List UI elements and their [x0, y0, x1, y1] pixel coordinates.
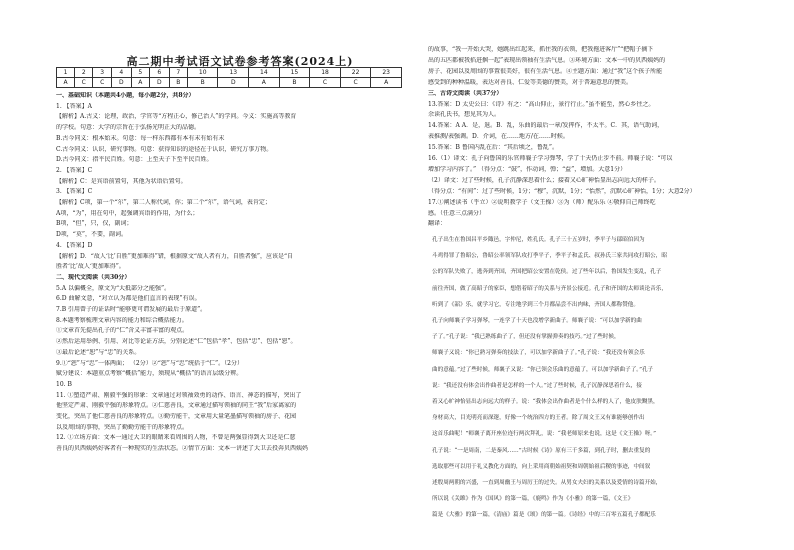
key-answer: A: [131, 78, 149, 88]
left-lines-text: 4. 【答案】D: [56, 241, 93, 249]
key-number: 6: [149, 68, 169, 78]
hand-lines-text: 着又心旷神怡显出志向远大的样子。说：“我体会出作曲者是个什么样的人了，他皮肤黝黑，: [432, 399, 659, 405]
left-lines-text: 变化，突出了他仁慈善良的形象特点。③勤劳能干，文章用大量笔墨描写领袖的房子、花园: [56, 413, 297, 420]
hand-lines-text: 斗鸡得罪了鲁昭公，鲁昭公率领军队攻打季平子，季平子和孟氏、叔孙氏三家共同攻打昭公，昭: [432, 253, 667, 260]
right-lines-text: 16.（1）译文：孔子向鲁国的乐官师襄子学习弹琴，学了十天仍止步不前。师襄子说：“可以: [428, 155, 673, 162]
left-lines-text: 【解析】C项，第一个“尔”，第二人称代词，你；第二个“尔”，语气词，表肯定；: [56, 199, 271, 206]
left-lines-text: 8.本题考察梳理文章内容的能力和综合概括能力。: [56, 316, 188, 324]
right-lines-text: （得分点：“有间”：过了些时候，1分；“穆”，沉默，1分；“怡然”，沉默心旷神怡，1分；大意2分）: [428, 187, 696, 195]
left-lines-text: 善良的贝西姨妈好客者有一种现实的生活状态。②情节方面：文本一讲述了大卫去投奔贝西姨妈: [56, 445, 309, 453]
key-number: 5: [131, 68, 149, 78]
answer-key-answers-row: [57, 78, 402, 88]
left-lines-text: A项，“为”，用在句中，起强调宾语的作用，为什么；: [56, 209, 199, 217]
left-lines-text: 10. B: [56, 380, 72, 388]
left-lines-text: 【解析】D．“故人‘比’自胜”更加难得”错，根据原文“故人者有力，自胜者强”，应该是“自: [56, 252, 294, 260]
answer-key-numbers-row: [57, 68, 402, 78]
right-lines-text: 房子、花园以及周围的事置很美好，很有生活气息。④主题方面：通过“我”这个孩子所能: [428, 67, 663, 75]
hand-lines-text: 说：“我还没有体会出作曲者是怎样的一个人。”过了些时候，孔子沉静深思着什么，接: [432, 382, 642, 389]
key-number: 15: [279, 68, 310, 78]
left-lines-text: 胜者‘比’故人‘更加难得”。: [56, 263, 125, 271]
key-answer: D: [111, 78, 131, 88]
key-number: 2: [75, 68, 93, 78]
left-lines-text: 5.A 以偏概全，原文为“大抵部分之能强”。: [56, 284, 171, 292]
right-lines-text: 出的五匹都被我掐进掴一起”表现出领袖有生活气息。③环境方面：文本一中的贝西姨妈的: [428, 56, 666, 64]
right-lines-text: 增加学习内容了。” （得分点：“鼓”，作动词，弹；“益”，增加。大意1分）: [428, 165, 627, 173]
left-lines-text: 的学校。句意：大学的宗旨在于弘扬光明正大的品德。: [56, 124, 201, 132]
hand-lines-text: 子了。”孔子说：“我已熟练曲子了，但还没有掌握弹奏的技巧。”过了些时候，: [432, 334, 620, 341]
right-lines-text: 翻译：: [428, 220, 447, 228]
hand-lines-text: 述殷周两朝的兴盛，一直到周幽王与周厉王的过失。从男女夫妇的关系以及爱情的诗篇开始，: [432, 480, 662, 486]
right-lines-text: 感受到的种种温暖，表达对善良、仁爱等美德的赞美，对于普遍意思的赞美。: [428, 78, 633, 86]
hand-lines-text: 选取那些可以用于礼义教化方面的，向上采用商朝始祖契和周朝始祖后稷的事迹，中间叙: [432, 463, 651, 470]
hand-lines-text: 身材高大，目光明亮而深邃，好像一个统治四方的王者。除了周文王又有谁能够创作出: [432, 415, 645, 422]
key-number: 13: [218, 68, 249, 78]
key-answer: D: [149, 78, 169, 88]
left-lines-text: 一、基础知识（本题共4小题，每小题2分，共8分）: [56, 92, 195, 99]
key-number: 4: [111, 68, 131, 78]
left-lines-text: 赋分建议：本题重点考察“概括”能力，须现从“概括”的语言层级分辨。: [56, 370, 243, 378]
key-answer: A: [57, 78, 75, 88]
right-lines-text: 表推测/表强调。D．介词，在……地方/在……时候。: [428, 133, 569, 141]
page-title: 高二期中考试语文试卷参考答案(2024上): [126, 55, 354, 68]
left-lines-text: D项，“莫”，不要，副词。: [56, 231, 127, 239]
key-answer: B: [169, 78, 187, 88]
key-number: 3: [93, 68, 111, 78]
right-lines-text: 余读孔氏书，想见其为人。: [428, 111, 501, 119]
hand-lines-text: 前往齐国，做了高昭子的家臣，想借着昭子的关系与齐景公接近。孔子和齐国的太师谈论音乐，: [432, 285, 667, 292]
right-lines-text: 14.答案：A A．是，退。B．乱，乐曲的最后一章/发挥作，不太平。C．其，语气助词，: [428, 122, 664, 130]
right-lines-text: 15.答案：B 鲁国内乱在后：“其后顷之，鲁乱”。: [428, 144, 558, 152]
key-answer: C: [93, 78, 111, 88]
hand-lines-text: 听到了《韶》乐，就学习它，专注地学到三个月都品尝不出肉味，齐国人都称赞他。: [432, 301, 639, 308]
key-answer: A: [371, 78, 402, 88]
left-lines-text: 12. ①立场方面：文本一通过大卫的眼睛来看周围的人物，不曾是两强显得到大卫还是仁慈: [56, 434, 296, 442]
key-answer: D: [218, 78, 249, 88]
key-number: 23: [371, 68, 402, 78]
left-lines-text: 【解析】A.古义：论理，政治，学官等“方程正心，修己治人”的学问。今义：实施高等教育: [56, 113, 297, 121]
hand-lines-text: 曲的意蕴。”过了些时候，师襄子又说：“你已领会乐曲的意蕴了，可以加学新曲子了。”孔子: [432, 366, 654, 373]
left-lines-text: 以及周围的事物，突出了勤勤劳能干的形象特点。: [56, 423, 189, 431]
key-number: 10: [187, 68, 218, 78]
key-number: 7: [169, 68, 187, 78]
key-answer: C: [340, 78, 371, 88]
left-lines-text: 7.B 引用曾子的证话时“能够更可谓发展的最后于原道”。: [56, 306, 207, 313]
left-lines-text: 9.①“恕”与“忠”一体两面； （2分）②“恕”与“忠”统括于“仁”。（2分）: [56, 359, 243, 367]
left-lines-text: 2. 【答案】C: [56, 166, 93, 174]
right-lines-text: （2）译文：过了些时候，孔子沉静深思着什么；接着又心旷神怡显出志向远大的样子。: [428, 176, 660, 184]
hand-lines-text: 所以说《关雎》作为《国风》的第一篇，《鹿鸣》作为《小雅》的第一篇，《文王》: [432, 496, 634, 503]
right-lines-text: 三、古诗文阅读（共37分）: [428, 89, 503, 97]
left-lines-text: 11. ①塑造严肃、刚毅平强的形象：文章通过对领袖效勇的动作、语言、神态的描写，突出了: [56, 391, 302, 399]
hand-lines-text: 孔子向师襄子学习弹琴，一连学了十天也没增学新曲子。师襄子说：“可以加学新的曲: [432, 318, 642, 324]
answer-key-table: [56, 67, 402, 88]
left-lines-text: D.古今同义：指平民百姓。句意：上至天子下至平民百姓。: [56, 156, 213, 164]
key-answer: C: [310, 78, 341, 88]
key-number: 22: [340, 68, 371, 78]
left-lines-text: 二、现代文阅读（共30分）: [56, 273, 131, 281]
left-lines-text: 3. 【答案】C: [56, 188, 93, 196]
left-lines-text: C.古今同义：认识，研究事物。句意：获得知识的途径在于认识，研究万事万物。: [56, 145, 273, 153]
key-answer: B: [187, 78, 218, 88]
hand-lines-text: 这首乐曲呢！”师襄子离开座位连行两次拜礼，说：“我老师原来也说，这是《文王操》呀。”: [432, 431, 656, 438]
right-lines-text: 感。（任意三点满分）: [428, 209, 486, 217]
left-lines-text: B.古今同义：根本始末。句意：每一样东西都有本有末有始有末: [56, 134, 225, 142]
key-number: 18: [310, 68, 341, 78]
key-number: 1: [57, 68, 75, 78]
hand-lines-text: 篇是《大雅》的第一篇，《清庙》篇是《颂》的第一篇。《诗经》中的三百零五篇孔子都配乐: [432, 512, 656, 519]
key-answer: B: [279, 78, 310, 88]
left-lines-text: ①文章首先提出孔子的“仁”含义丰富丰富的观点。: [56, 327, 189, 335]
left-lines-text: 他坚定严肃、刚毅平强的形象特点。②仁慈善良，文章通过描写领袖的同王“我”后家离家的: [56, 402, 297, 410]
left-lines-text: 1. 【答案】A: [56, 102, 92, 110]
left-lines-text: ③最后论述“恕”与“忠”的关系。: [56, 348, 141, 356]
key-answer: C: [75, 78, 93, 88]
hand-lines-text: 孔子说：“一是周南，二是秦风……”古时候《诗》原有三千多篇，到孔子时，删去重复的: [432, 447, 651, 454]
hand-lines-text: 师襄子又说：“你已熟习弹奏的技法了，可以加学新曲子了。”孔子说：“我还没有领会乐: [432, 350, 645, 357]
hand-lines-text: 孔子出生在鲁国昌平乡陬邑，字仲尼，姓孔氏。孔子三十五岁时，季平子与郈昭伯因为: [432, 237, 645, 243]
right-lines-text: 的故事，“我一开始大哭，她跳出红起来，抓住我的衣领，把我拖进客厅”“把帽子摘下: [428, 46, 654, 53]
left-lines-text: 【解析】C：是宾语前置句，其他为状语后置句。: [56, 177, 187, 185]
left-lines-text: ②然后运用举例、引用、对比等论证方法，分别论述“仁”包括“孝”、包括“忠”、包括“恕”。: [56, 338, 297, 346]
left-lines-text: B项，“但”，只，仅，副词；: [56, 220, 133, 228]
key-answer: A: [249, 78, 280, 88]
left-lines-text: 6.D 曲解文意，“对立认为都是他们直言的表现”有误。: [56, 295, 201, 303]
right-lines-text: 17.①阐述读书（乎立）②说明教学子（文王操）③为（师）配乐乐 ④敬仰自己师终吃: [428, 198, 656, 206]
right-lines-text: 13.答案：D 太史公曰：《诗》有之：“高山仰止，景行行止。”虽不能至，然心乡往之。: [428, 100, 655, 108]
key-number: 14: [249, 68, 280, 78]
hand-lines-text: 公的军队失败了，逃奔到齐国，齐国把昭公安置在乾侯。过了些年以后，鲁国发生变乱，孔子: [432, 269, 662, 276]
